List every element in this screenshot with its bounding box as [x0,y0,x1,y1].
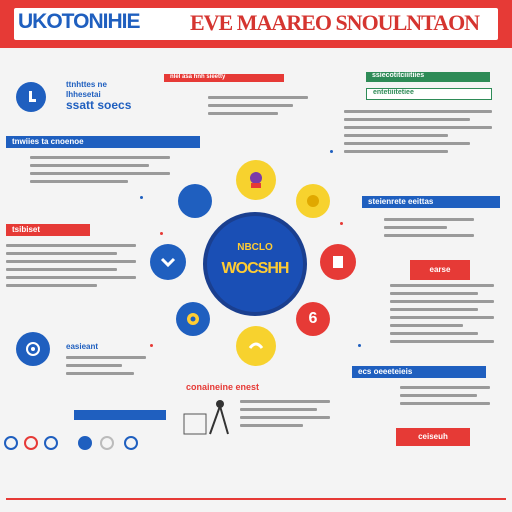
right-bottom-blue-bar-text: ecs oeeeteieis [358,367,413,376]
hub-satellite-bottom-left[interactable] [176,302,210,336]
coin-icon [305,193,321,209]
right-top-green-bar-2-text: entetiiitetiee [373,89,414,96]
social-icon-5[interactable] [100,436,114,450]
right-bottom-text-lines [400,386,490,410]
decor-dot [358,344,361,347]
left-top-text-lines [30,156,170,188]
right-mid-blue-bar-text: steienrete eeittas [368,197,434,206]
decor-dot [330,150,333,153]
mid-top-red-bar-text: nlel asa hnh sieetty [170,74,226,80]
right-bottom-blue-bar [352,366,486,378]
hub-satellite-top-right[interactable] [296,184,330,218]
decor-dot [160,232,163,235]
right-top-green-bar [366,72,490,82]
social-icon-3[interactable] [44,436,58,450]
right-top-text-lines [344,110,492,158]
right-bottom-button[interactable] [396,428,470,446]
illustration-sketch-icon [180,396,234,442]
left-mid-red-bar-text: tsibiset [12,225,41,234]
left-bottom-text-lines [66,356,146,380]
left-top-subtitle-big: ssatt soecs [66,98,132,112]
decor-dot [150,344,153,347]
illustration [180,396,234,442]
header-title-box [14,8,498,40]
right-mid-text-lines [384,218,474,242]
left-mid-text-lines [6,244,136,292]
hub-satellite-left[interactable] [150,244,186,280]
left-mid-red-bar [6,224,90,236]
left-bottom-label: easieant [66,342,99,351]
header-title-right: EVE MAAREO SNOULNTAON [190,10,480,35]
info-icon [23,89,39,105]
social-icon-6[interactable] [124,436,138,450]
mid-top-text-lines [208,96,308,120]
right-mid2-text-lines [390,284,494,348]
door-icon [329,253,347,271]
social-icon-1[interactable] [4,436,18,450]
hub-satellite-top-left[interactable] [178,184,212,218]
right-mid-red-label-text: earse [429,265,451,274]
center-bottom-text-lines [240,400,330,432]
hub-line-1: NBCLO [237,242,273,253]
header-banner [0,0,512,48]
header-title-left: UKOTONIHIE [18,10,140,33]
right-top-green-bar-text: ssiecotitciiitiies [372,72,425,79]
left-top-subtitle-2: Ihhesetai [66,90,101,99]
right-mid-red-label [410,260,470,280]
bottom-icon-row [4,434,144,454]
character-icon [245,169,267,191]
hub-satellite-top[interactable] [236,160,276,200]
info-icon-circle[interactable] [16,82,46,112]
left-top-blue-bar-text: tnwiies ta cnoenoe [12,137,84,146]
chevron-icon [159,253,177,271]
social-icon-4[interactable] [78,436,92,450]
gear-icon [184,310,202,328]
decor-dot [140,196,143,199]
left-top-subtitle-1: ttnhttes ne [66,80,107,89]
decor-dot [340,222,343,225]
left-bottom-icon-circle[interactable] [16,332,50,366]
hub-satellite-bottom-right[interactable] [296,302,330,336]
number-six-icon: 6 [308,310,318,327]
hub-satellite-right[interactable] [320,244,356,280]
footer-rule [6,498,506,500]
central-hub[interactable] [203,212,307,316]
target-icon [24,340,42,358]
footer [0,494,512,512]
mid-top-red-bar [164,74,284,82]
right-mid-blue-bar [362,196,500,208]
right-top-green-bar-2 [366,88,492,100]
arrow-icon [246,336,266,356]
center-bottom-label: conaineine enest [186,382,260,392]
right-bottom-button-label: ceiseuh [418,432,448,441]
hub-line-2: WOCSHH [221,260,289,277]
left-top-blue-bar [6,136,200,148]
left-bottom-blue-bar [74,410,166,420]
hub-satellite-bottom[interactable] [236,326,276,366]
social-icon-2[interactable] [24,436,38,450]
